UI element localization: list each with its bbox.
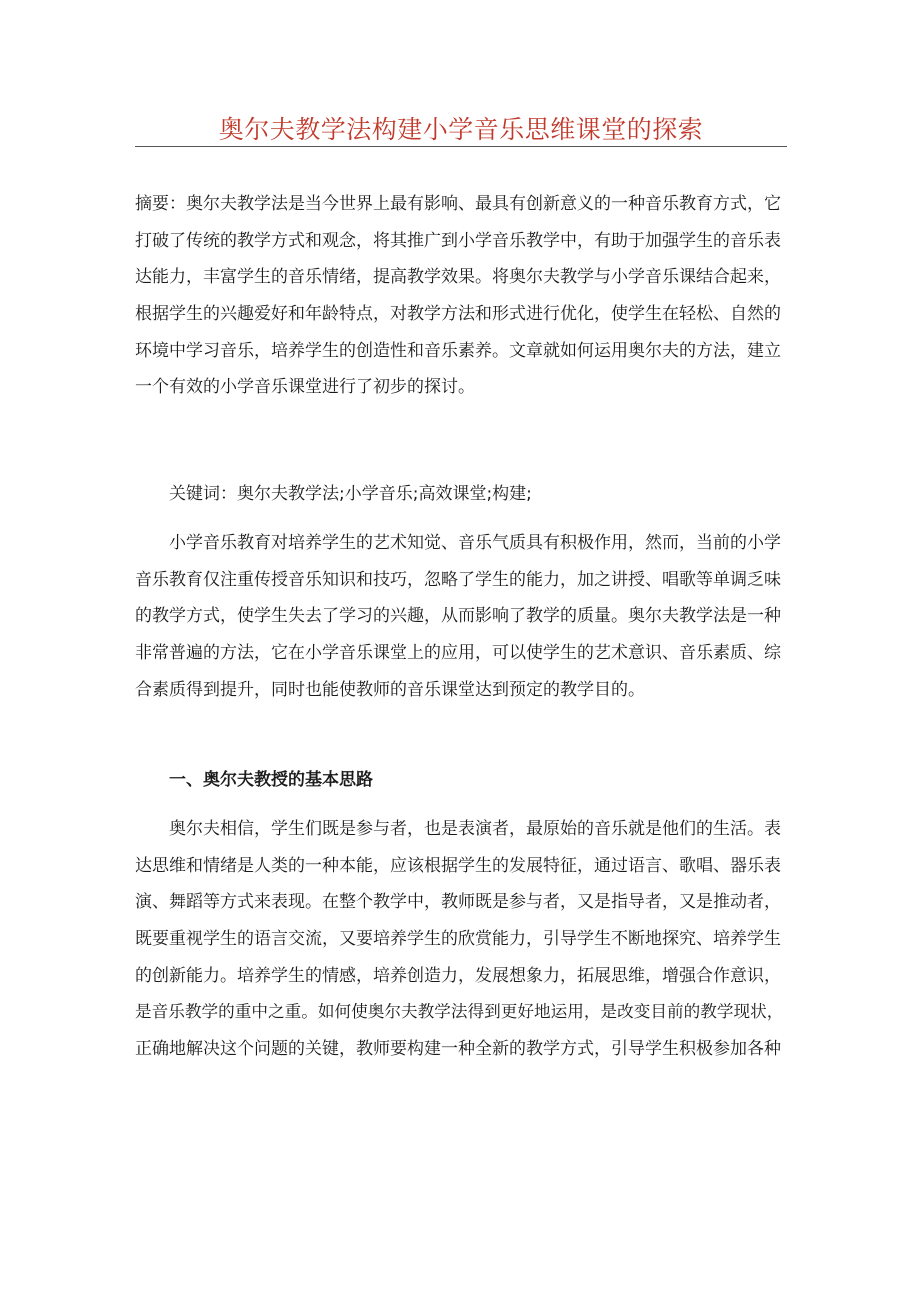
intro-line: 音乐教育仅注重传授音乐知识和技巧，忽略了学生的能力，加之讲授、唱歌等单调乏味 xyxy=(135,569,781,590)
intro-line: 的教学方式，使学生失去了学习的兴趣，从而影响了教学的质量。奥尔夫教学法是一种 xyxy=(135,606,781,627)
intro-paragraph xyxy=(135,525,787,708)
intro-line: 合素质得到提升，同时也能使教师的音乐课堂达到预定的教学目的。 xyxy=(135,679,645,700)
intro-line: 小学音乐教育对培养学生的艺术知觉、音乐气质具有积极作用，然而，当前的小学 xyxy=(169,533,781,553)
section1-paragraph xyxy=(135,811,787,1068)
section-heading-text: 一、奥尔夫教授的基本思路 xyxy=(169,770,373,790)
abstract-line: 环境中学习音乐，培养学生的创造性和音乐素养。文章就如何运用奥尔夫的方法，建立 xyxy=(135,340,781,361)
keywords-paragraph xyxy=(135,476,787,513)
section1-line: 是音乐教学的重中之重。如何使奥尔夫教学法得到更好地运用，是改变目前的教学现状， xyxy=(135,1002,784,1022)
keywords-line: 关键词：奥尔夫教学法;小学音乐;高效课堂;构建; xyxy=(169,484,532,504)
intro-line: 非常普遍的方法，它在小学音乐课堂上的应用，可以使学生的艺术意识、音乐素质、综 xyxy=(135,643,781,664)
abstract-line: 摘要：奥尔夫教学法是当今世界上最有影响、最具有创新意义的一种音乐教育方式，它 xyxy=(135,194,781,214)
abstract-line: 打破了传统的教学方式和观念，将其推广到小学音乐教学中，有助于加强学生的音乐表 xyxy=(135,230,781,251)
section1-line: 的创新能力。培养学生的情感，培养创造力，发展想象力，拓展思维，增强合作意识， xyxy=(135,965,781,986)
section-heading xyxy=(135,762,787,798)
abstract-line: 达能力，丰富学生的音乐情绪，提高教学效果。将奥尔夫教学与小学音乐课结合起来， xyxy=(135,267,781,288)
section1-line: 演、舞蹈等方式来表现。在整个教学中，教师既是参与者，又是指导者，又是推动者， xyxy=(135,892,781,913)
abstract-line: 根据学生的兴趣爱好和年龄特点，对教学方法和形式进行优化，使学生在轻松、自然的 xyxy=(135,304,781,325)
title-underline xyxy=(135,146,787,147)
section1-line: 正确地解决这个问题的关键，教师要构建一种全新的教学方式，引导学生积极参加各种 xyxy=(135,1039,781,1060)
document-title: 奥尔夫教学法构建小学音乐思维课堂的探索 xyxy=(218,115,704,144)
abstract-paragraph xyxy=(135,186,787,406)
section1-line: 达思维和情绪是人类的一种本能，应该根据学生的发展特征，通过语言、歌唱、器乐表 xyxy=(135,855,781,876)
section1-line: 奥尔夫相信，学生们既是参与者，也是表演者，最原始的音乐就是他们的生活。表 xyxy=(169,819,781,839)
abstract-line: 一个有效的小学音乐课堂进行了初步的探讨。 xyxy=(135,377,475,398)
section1-line: 既要重视学生的语言交流，又要培养学生的欣赏能力，引导学生不断地探究、培养学生 xyxy=(135,929,781,950)
